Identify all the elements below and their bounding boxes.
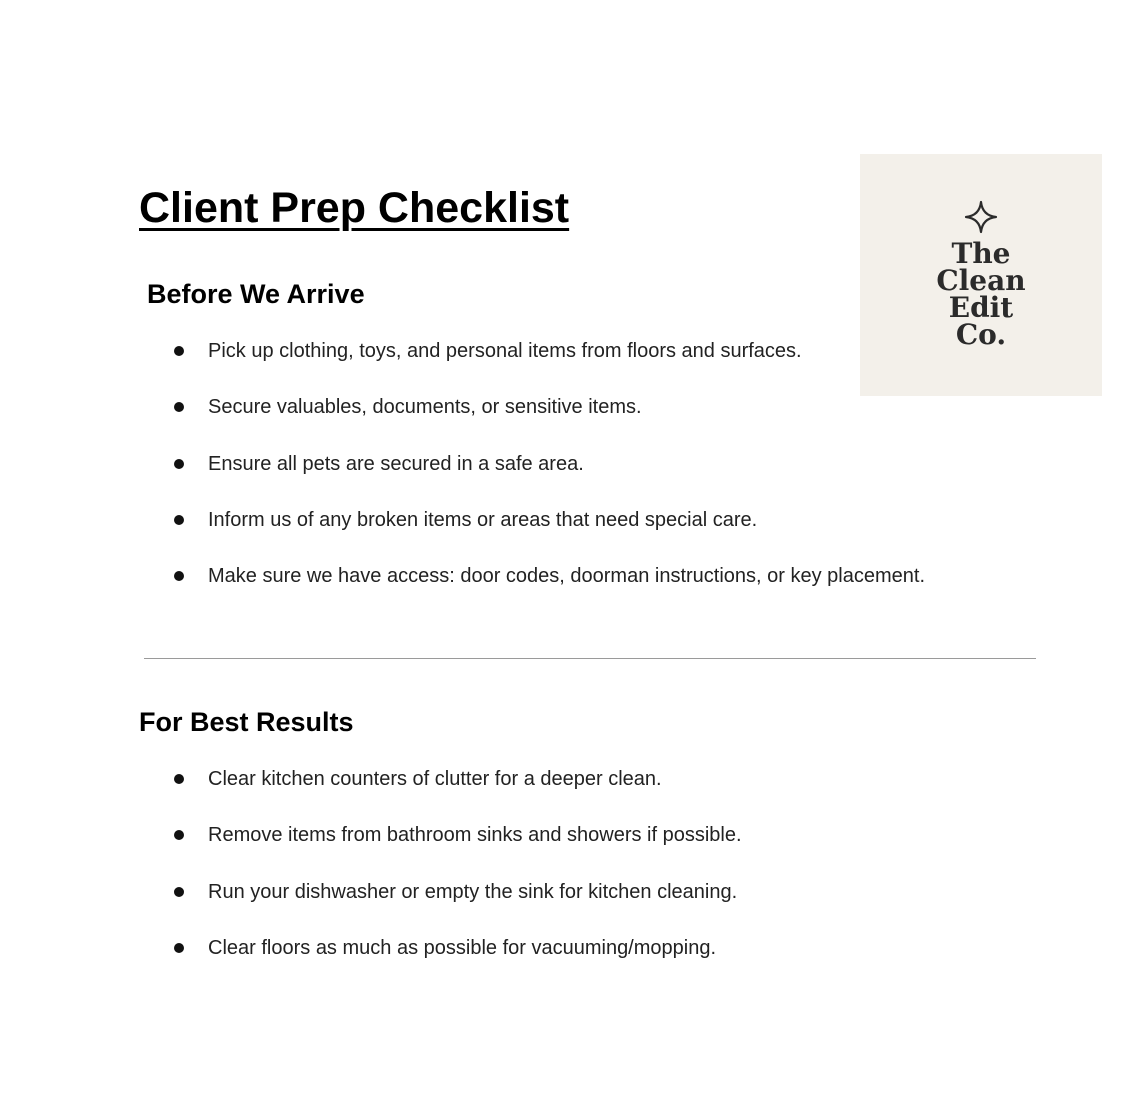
- logo-line-co: Co.: [955, 318, 1007, 351]
- bullet-icon: [174, 402, 184, 412]
- bullet-icon: [174, 515, 184, 525]
- bullet-icon: [174, 459, 184, 469]
- list-item-text: Ensure all pets are secured in a safe area.: [208, 452, 584, 475]
- section-heading-for-best-results: For Best Results: [139, 707, 354, 737]
- bullet-icon: [174, 571, 184, 581]
- bullet-icon: [174, 830, 184, 840]
- bullet-icon: [174, 774, 184, 784]
- list-item-text: Clear kitchen counters of clutter for a deeper clean.: [208, 768, 662, 790]
- bullet-icon: [174, 346, 184, 356]
- logo-wordmark: [860, 237, 1102, 351]
- logo-line-the: The: [951, 237, 1011, 270]
- bullet-icon: [174, 887, 184, 897]
- list-item-text: Run your dishwasher or empty the sink for kitchen cleaning.: [208, 880, 738, 903]
- page-title: Client Prep Checklist: [139, 184, 570, 232]
- list-item-text: Remove items from bathroom sinks and showers if possible.: [208, 824, 742, 847]
- sparkle-star-icon: [964, 200, 998, 234]
- bullet-icon: [174, 943, 184, 953]
- list-item-text: Clear floors as much as possible for vacuuming/mopping.: [208, 936, 717, 959]
- list-item-text: Inform us of any broken items or areas that need special care.: [208, 508, 758, 531]
- list-item-text: Secure valuables, documents, or sensitive items.: [208, 396, 642, 419]
- company-logo: [860, 154, 1102, 396]
- section-heading-before-we-arrive: Before We Arrive: [147, 279, 365, 309]
- logo-line-edit: Edit: [948, 291, 1014, 324]
- list-item-text: Pick up clothing, toys, and personal items from floors and surfaces.: [208, 340, 802, 362]
- section-divider: [144, 658, 1036, 659]
- logo-line-clean: Clean: [936, 264, 1026, 297]
- list-item-text: Make sure we have access: door codes, doorman instructions, or key placement.: [208, 565, 926, 588]
